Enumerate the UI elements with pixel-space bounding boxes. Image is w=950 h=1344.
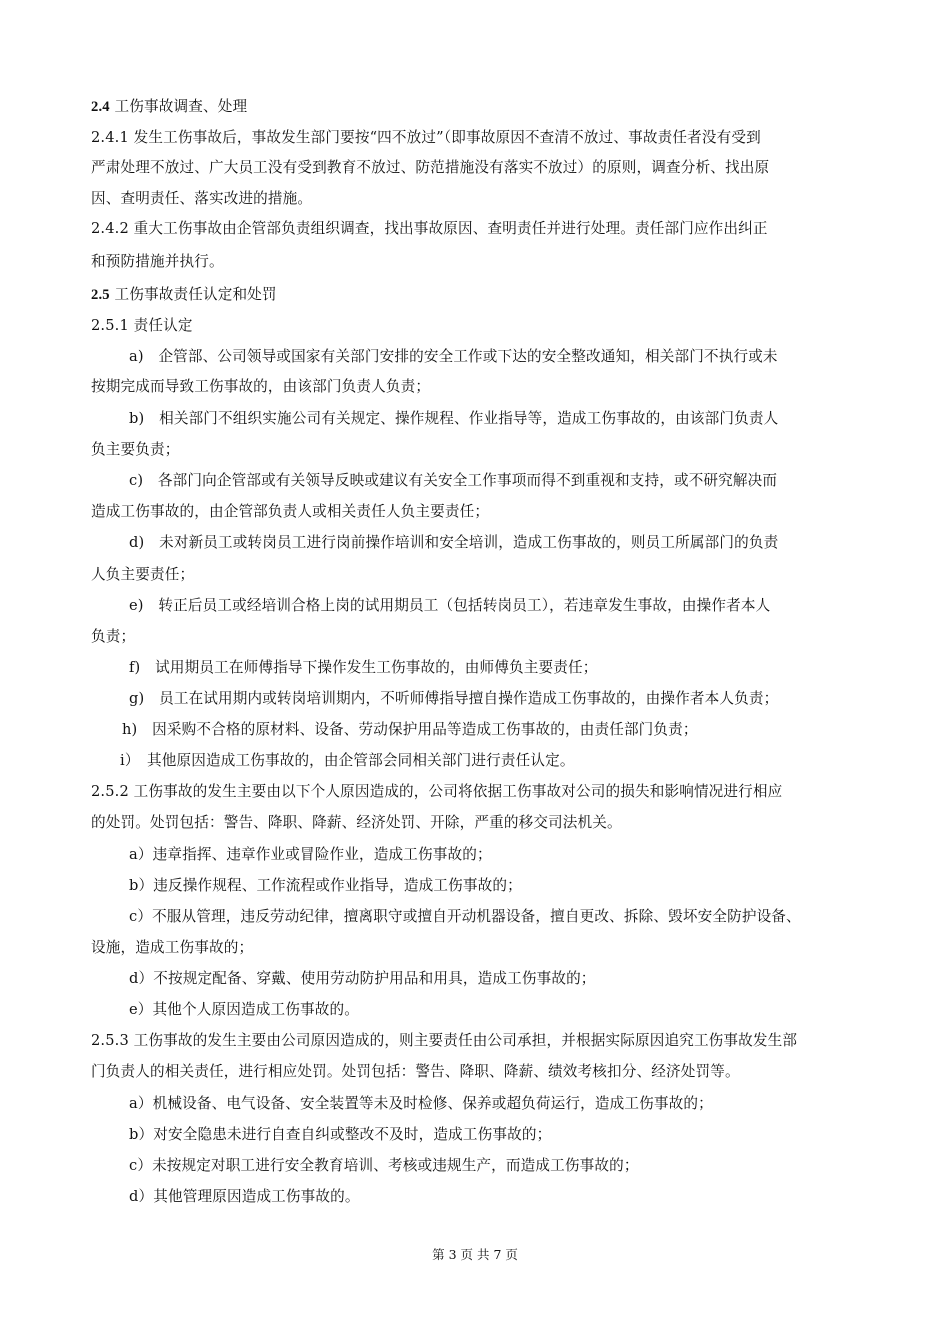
list-item-line: g) 员工在试用期内或转岗培训期内，不听师傅指导擅自操作造成工伤事故的，由操作者本人负责； — [129, 690, 779, 707]
list-item-line: b）违反操作规程、工作流程或作业指导，造成工伤事故的； — [129, 877, 522, 894]
list-item-line: d）其他管理原因造成工伤事故的。 — [129, 1188, 360, 1205]
list-item-line: e）其他个人原因造成工伤事故的。 — [129, 1001, 359, 1018]
section-heading-2-5 — [91, 285, 861, 305]
list-item-line: e) 转正后员工或经培训合格上岗的试用期员工（包括转岗员工），若违章发生事故，由操作者本人 — [129, 597, 771, 614]
list-item-line: 负责； — [91, 628, 136, 645]
page-number-footer: 第 3 页 共 7 页 — [432, 1247, 518, 1262]
list-item-line: b）对安全隐患未进行自查自纠或整改不及时，造成工伤事故的； — [129, 1126, 552, 1143]
paragraph-line: 2.4.2 重大工伤事故由企管部负责组织调查，找出事故原因、查明责任并进行处理。责任部门应作出纠正 — [91, 220, 768, 237]
list-item-line: i） 其他原因造成工伤事故的，由企管部会同相关部门进行责任认定。 — [120, 752, 575, 769]
list-item-line: 按期完成而导致工伤事故的，由该部门负责人负责； — [91, 378, 431, 395]
list-item-line: 设施，造成工伤事故的； — [91, 939, 254, 956]
list-item-line: c) 各部门向企管部或有关领导反映或建议有关安全工作事项而得不到重视和支持，或不研究解决而 — [129, 472, 778, 489]
paragraph-line: 2.5.3 工伤事故的发生主要由公司原因造成的，则主要责任由公司承担，并根据实际原因追究工伤事故发生部 — [91, 1032, 798, 1049]
list-item-line: a）机械设备、电气设备、安全装置等未及时检修、保养或超负荷运行，造成工伤事故的； — [129, 1095, 713, 1112]
paragraph-line: 2.5.2 工伤事故的发生主要由以下个人原因造成的，公司将依据工伤事故对公司的损失和影响情况进行相应 — [91, 783, 783, 800]
paragraph-line: 2.4.1 发生工伤事故后，事故发生部门要按“四不放过”（即事故原因不查清不放过、事故责任者没有受到 — [91, 129, 761, 146]
list-item-line: d）不按规定配备、穿戴、使用劳动防护用品和用具，造成工伤事故的； — [129, 970, 596, 987]
paragraph-line: 和预防措施并执行。 — [91, 253, 224, 270]
subsection-title: 2.5.1 责任认定 — [91, 317, 193, 334]
list-item-line: 负主要负责； — [91, 441, 180, 458]
list-item-line: 造成工伤事故的，由企管部负责人或相关责任人负主要责任； — [91, 503, 490, 520]
section-number: 2.4 — [91, 99, 110, 115]
list-item-line: d) 未对新员工或转岗员工进行岗前操作培训和安全培训，造成工伤事故的，则员工所属部门的负责 — [129, 534, 779, 551]
paragraph-line: 严肃处理不放过、广大员工没有受到教育不放过、防范措施没有落实不放过）的原则，调查分析、找出原 — [91, 159, 770, 176]
list-item-line: c）未按规定对职工进行安全教育培训、考核或违规生产，而造成工伤事故的； — [129, 1157, 639, 1174]
list-item-line: a) 企管部、公司领导或国家有关部门安排的安全工作或下达的安全整改通知，相关部门不执行或未 — [129, 348, 778, 365]
section-title: 工伤事故责任认定和处罚 — [109, 286, 277, 303]
list-item-line: b) 相关部门不组织实施公司有关规定、操作规程、作业指导等，造成工伤事故的，由该部门负责人 — [129, 410, 779, 427]
paragraph-line: 的处罚。处罚包括：警告、降职、降薪、经济处罚、开除，严重的移交司法机关。 — [91, 814, 622, 831]
list-item-line: 人负主要责任； — [91, 566, 195, 583]
section-title: 工伤事故调查、处理 — [109, 98, 248, 115]
list-item-line: c）不服从管理，违反劳动纪律，擅离职守或擅自开动机器设备，擅自更改、拆除、毁坏安全防护设备、 — [129, 908, 801, 925]
list-item-line: h) 因采购不合格的原材料、设备、劳动保护用品等造成工伤事故的，由责任部门负责； — [122, 721, 698, 738]
list-item-line: f) 试用期员工在师傅指导下操作发生工伤事故的，由师傅负主要责任； — [129, 659, 598, 676]
list-item-line: a）违章指挥、违章作业或冒险作业，造成工伤事故的； — [129, 846, 492, 863]
section-number: 2.5 — [91, 287, 110, 303]
paragraph-line: 因、查明责任、落实改进的措施。 — [91, 190, 313, 207]
paragraph-line: 门负责人的相关责任，进行相应处罚。处罚包括：警告、降职、降薪、绩效考核扣分、经济处罚等。 — [91, 1063, 740, 1080]
section-heading-2-4 — [91, 97, 861, 117]
